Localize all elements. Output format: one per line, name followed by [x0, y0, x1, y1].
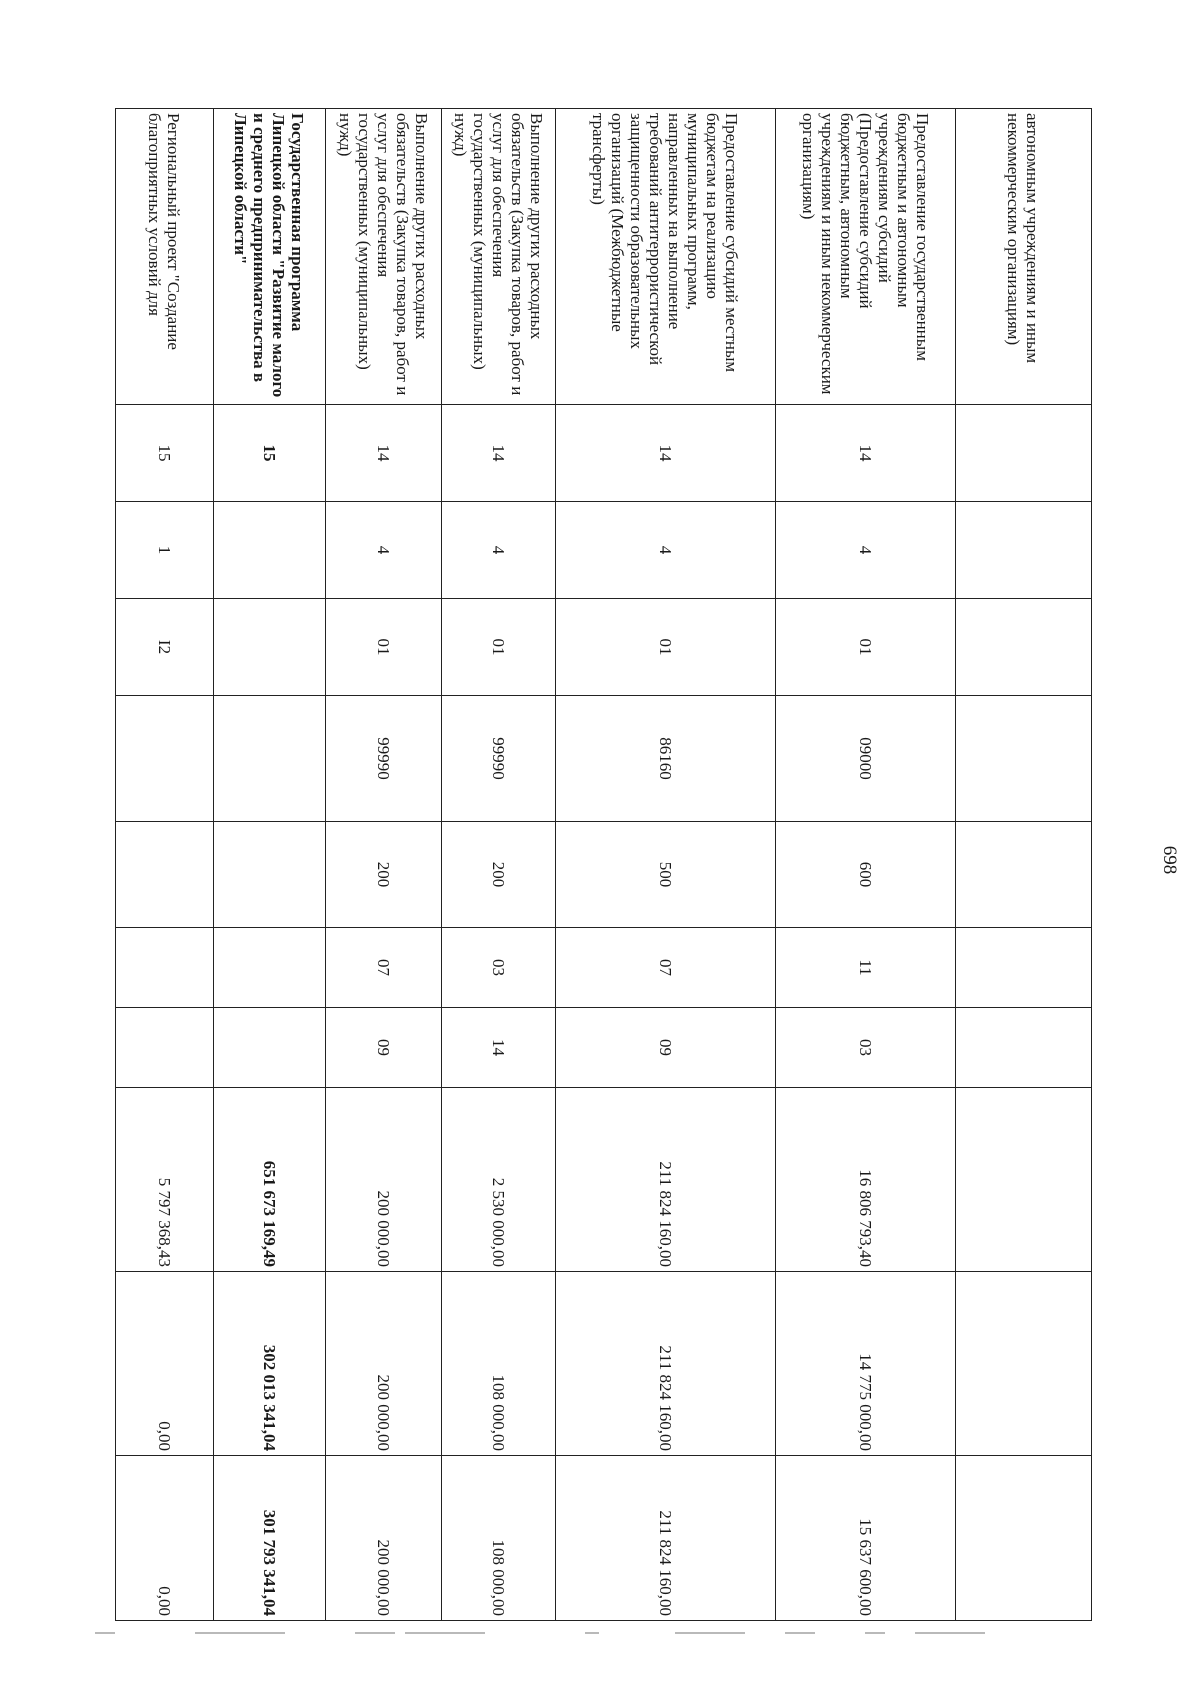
table-row	[326, 109, 442, 1621]
om-code-cell: 01	[326, 599, 442, 696]
direction-code-cell: 99990	[326, 696, 442, 822]
amount-year3-cell: 108 000,00	[442, 1456, 556, 1621]
section-cell: 07	[326, 928, 442, 1008]
subsection-cell	[214, 1008, 326, 1088]
pp-code-cell: 4	[326, 502, 442, 599]
section-cell: 11	[776, 928, 956, 1008]
direction-code-cell: 09000	[776, 696, 956, 822]
gp-code-cell: 14	[442, 405, 556, 502]
om-code-cell	[214, 599, 326, 696]
row-name-cell: автономным учреждениям и иным некоммерческим организациям)	[956, 109, 1092, 405]
table-row	[116, 109, 214, 1621]
gp-code-cell: 14	[556, 405, 776, 502]
direction-code-cell: 99990	[442, 696, 556, 822]
subsection-cell	[116, 1008, 214, 1088]
section-cell: 07	[556, 928, 776, 1008]
subsection-cell	[956, 1008, 1092, 1088]
expense-type-cell: 500	[556, 822, 776, 928]
pp-code-cell: 4	[776, 502, 956, 599]
direction-code-cell: 86160	[556, 696, 776, 822]
amount-year2-cell: 211 824 160,00	[556, 1272, 776, 1456]
amount-year1-cell: 5 797 368,43	[116, 1088, 214, 1272]
row-name-cell: Выполнение других расходных обязательств (Закупка товаров, работ и услуг для обеспечения государственных (муниципальных) нужд)	[326, 109, 442, 405]
row-name-cell: Предоставление субсидий местным бюджетам на реализацию муниципальных программ, направленных на выполнение требований антитеррористической защищенности образовательных организаций (Межбюджетные трансферты)	[556, 109, 776, 405]
gp-code-cell: 15	[214, 405, 326, 502]
amount-year1-cell: 16 806 793,40	[776, 1088, 956, 1272]
expense-type-cell	[956, 822, 1092, 928]
pp-code-cell: 4	[442, 502, 556, 599]
gp-code-cell: 14	[326, 405, 442, 502]
direction-code-cell	[214, 696, 326, 822]
pp-code-cell	[214, 502, 326, 599]
expense-type-cell: 600	[776, 822, 956, 928]
amount-year1-cell	[956, 1088, 1092, 1272]
table-row	[556, 109, 776, 1621]
expense-type-cell	[116, 822, 214, 928]
expense-type-cell	[214, 822, 326, 928]
amount-year3-cell: 0,00	[116, 1456, 214, 1621]
amount-year3-cell: 15 637 600,00	[776, 1456, 956, 1621]
amount-year2-cell: 0,00	[116, 1272, 214, 1456]
subsection-cell: 09	[556, 1008, 776, 1088]
subsection-cell: 14	[442, 1008, 556, 1088]
section-cell	[956, 928, 1092, 1008]
page-number: 698	[1159, 845, 1180, 875]
section-cell: 03	[442, 928, 556, 1008]
amount-year2-cell: 302 013 341,04	[214, 1272, 326, 1456]
amount-year1-cell: 2 530 000,00	[442, 1088, 556, 1272]
amount-year2-cell: 108 000,00	[442, 1272, 556, 1456]
subsection-cell: 03	[776, 1008, 956, 1088]
direction-code-cell	[956, 696, 1092, 822]
amount-year2-cell: 14 775 000,00	[776, 1272, 956, 1456]
expense-type-cell: 200	[326, 822, 442, 928]
amount-year3-cell: 211 824 160,00	[556, 1456, 776, 1621]
budget-table	[115, 108, 1092, 1621]
amount-year1-cell: 211 824 160,00	[556, 1088, 776, 1272]
section-cell	[116, 928, 214, 1008]
scan-artifact-lines	[95, 1632, 1095, 1636]
amount-year1-cell: 200 000,00	[326, 1088, 442, 1272]
amount-year1-cell: 651 673 169,49	[214, 1088, 326, 1272]
direction-code-cell	[116, 696, 214, 822]
om-code-cell: 01	[442, 599, 556, 696]
row-name-cell: Региональный проект "Создание благоприятных условий для	[116, 109, 214, 405]
amount-year2-cell: 200 000,00	[326, 1272, 442, 1456]
om-code-cell: 01	[776, 599, 956, 696]
gp-code-cell	[956, 405, 1092, 502]
gp-code-cell: 14	[776, 405, 956, 502]
table-row	[956, 109, 1092, 1621]
rotated-page	[116, 108, 1180, 1620]
om-code-cell	[956, 599, 1092, 696]
row-name-cell: Предоставление государственным бюджетным и автономным учреждениям субсидий (Предоставление субсидий бюджетным, автономным учреждениям и иным некоммерческим организациям)	[776, 109, 956, 405]
pp-code-cell: 1	[116, 502, 214, 599]
amount-year2-cell	[956, 1272, 1092, 1456]
subsection-cell: 09	[326, 1008, 442, 1088]
om-code-cell: I2	[116, 599, 214, 696]
table-row	[442, 109, 556, 1621]
table-row	[776, 109, 956, 1621]
amount-year3-cell: 200 000,00	[326, 1456, 442, 1621]
amount-year3-cell: 301 793 341,04	[214, 1456, 326, 1621]
row-name-cell: Государственная программа Липецкой области "Развитие малого и среднего предпринимательства в Липецкой области"	[214, 109, 326, 405]
section-cell	[214, 928, 326, 1008]
amount-year3-cell	[956, 1456, 1092, 1621]
expense-type-cell: 200	[442, 822, 556, 928]
pp-code-cell: 4	[556, 502, 776, 599]
row-name-cell: Выполнение других расходных обязательств (Закупка товаров, работ и услуг для обеспечения государственных (муниципальных) нужд)	[442, 109, 556, 405]
gp-code-cell: 15	[116, 405, 214, 502]
om-code-cell: 01	[556, 599, 776, 696]
pp-code-cell	[956, 502, 1092, 599]
table-row	[214, 109, 326, 1621]
